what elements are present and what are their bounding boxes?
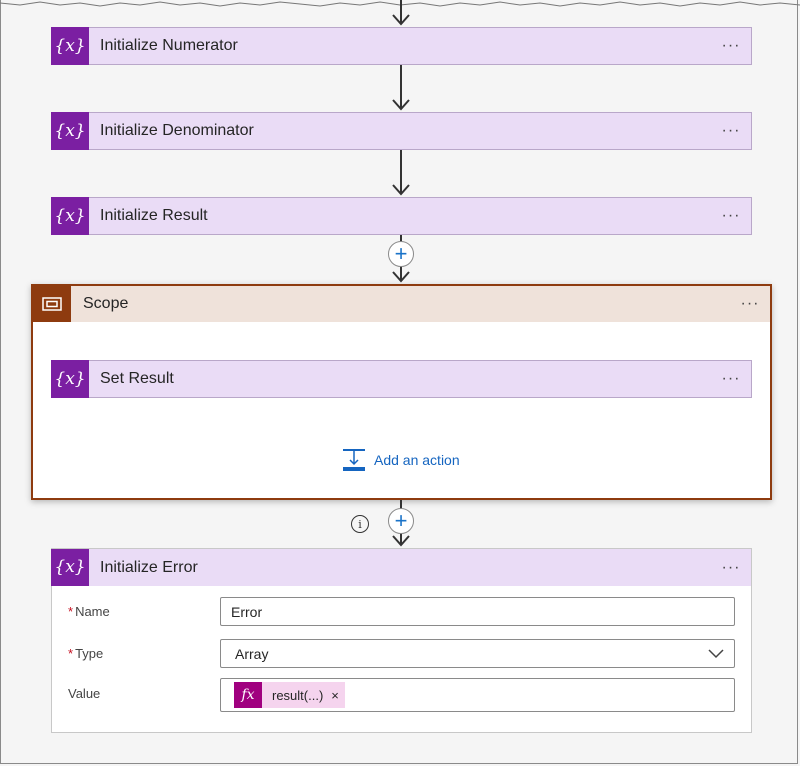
- connector-arrow: [391, 65, 411, 112]
- variable-icon: {x}: [51, 197, 89, 235]
- value-field-label: Value: [68, 686, 101, 701]
- variable-icon: {x}: [51, 360, 89, 398]
- add-action-label: Add an action: [374, 452, 460, 468]
- expression-token[interactable]: [234, 682, 345, 708]
- action-title: Initialize Error: [100, 558, 198, 576]
- connector-arrow: [391, 0, 411, 27]
- add-an-action-button[interactable]: [342, 448, 460, 472]
- action-title: Initialize Denominator: [100, 122, 254, 139]
- action-card-initialize-denominator[interactable]: [51, 112, 752, 150]
- chevron-down-icon: [708, 649, 724, 659]
- more-options-button[interactable]: ···: [721, 37, 741, 54]
- more-options-button[interactable]: ···: [740, 295, 760, 312]
- more-options-button[interactable]: ···: [721, 558, 741, 576]
- insert-step-button[interactable]: +: [388, 508, 414, 534]
- action-title: Initialize Result: [100, 207, 208, 224]
- name-field-label: * Name: [68, 604, 110, 619]
- type-select-value: Array: [235, 645, 269, 662]
- more-options-button[interactable]: ···: [721, 207, 741, 224]
- scope-icon: [33, 286, 71, 322]
- name-input[interactable]: Error: [220, 597, 735, 626]
- expression-token-label: result(...): [272, 687, 324, 703]
- action-card-initialize-numerator[interactable]: [51, 27, 752, 65]
- connector-arrow: [391, 150, 411, 197]
- more-options-button[interactable]: ···: [721, 370, 741, 387]
- function-icon: fx: [234, 682, 262, 708]
- action-card-initialize-result[interactable]: [51, 197, 752, 235]
- action-card-initialize-error[interactable]: [51, 548, 752, 733]
- info-icon[interactable]: i: [351, 515, 369, 533]
- insert-step-button[interactable]: +: [388, 241, 414, 267]
- action-title: Initialize Numerator: [100, 37, 238, 54]
- value-input[interactable]: [220, 678, 735, 712]
- action-card-set-result[interactable]: [51, 360, 752, 398]
- variable-icon: {x}: [51, 27, 89, 65]
- scope-title: Scope: [83, 295, 129, 312]
- remove-token-button[interactable]: ×: [331, 687, 339, 703]
- action-title: Set Result: [100, 370, 174, 387]
- variable-icon: {x}: [51, 549, 89, 586]
- add-action-icon: [342, 448, 366, 472]
- variable-icon: {x}: [51, 112, 89, 150]
- action-header[interactable]: [52, 549, 751, 586]
- scope-header[interactable]: [33, 286, 770, 322]
- type-select[interactable]: [220, 639, 735, 668]
- type-field-label: * Type: [68, 646, 104, 661]
- more-options-button[interactable]: ···: [721, 122, 741, 139]
